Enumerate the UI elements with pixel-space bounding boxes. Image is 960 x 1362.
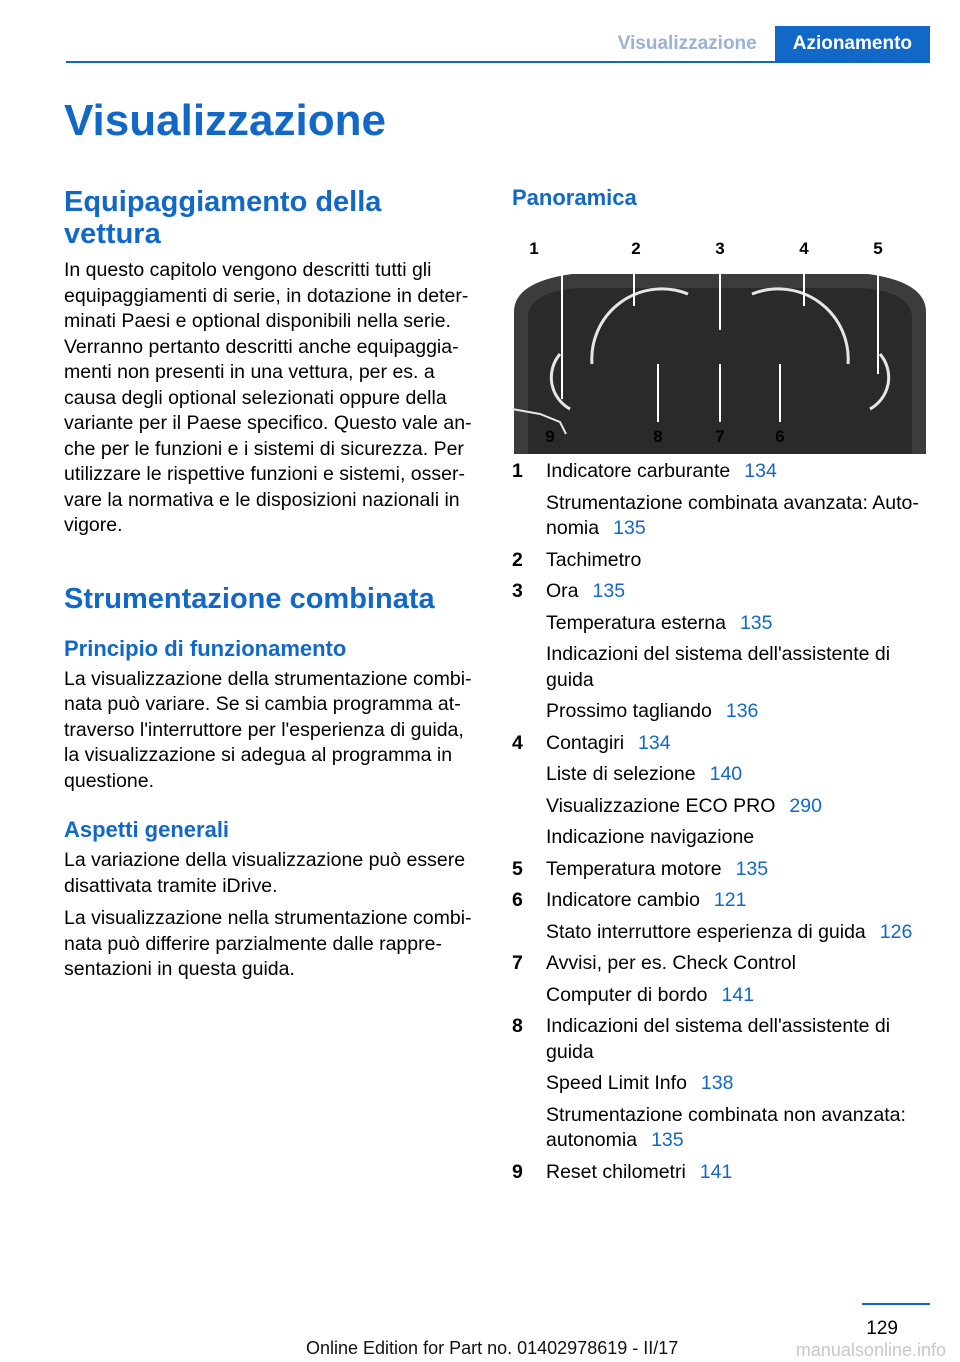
footer-divider — [862, 1303, 930, 1305]
callout-label: 1 — [529, 239, 539, 258]
legend-label: Indicatore carburante — [546, 460, 731, 482]
heading-aspetti: Aspetti generali — [64, 817, 230, 842]
legend-subitem — [546, 1103, 932, 1154]
legend-subitem-label: Visualizzazione ECO PRO — [546, 794, 776, 817]
legend-label: Contagiri — [546, 731, 625, 754]
legend-subitem — [546, 983, 932, 1009]
page-reference-link[interactable]: 126 — [879, 920, 913, 943]
top-navigation — [600, 26, 930, 62]
legend-row — [512, 951, 932, 977]
legend-subitem-label: Indicazioni del sistema dell'assistente di guida — [546, 643, 891, 691]
legend-text — [546, 731, 932, 757]
page-reference-link[interactable]: 141 — [699, 1160, 733, 1183]
legend-label: Indicatore cambio — [546, 889, 700, 911]
instrument-cluster-image — [512, 234, 928, 454]
legend-text — [546, 548, 932, 574]
legend-text — [546, 459, 932, 485]
legend-number: 9 — [512, 1160, 523, 1183]
legend-label: Avvisi, per es. Check Control — [546, 952, 796, 974]
legend-number: 1 — [512, 460, 523, 482]
legend-subitem — [546, 491, 932, 542]
legend-number: 8 — [512, 1015, 523, 1037]
callout-label: 8 — [653, 427, 663, 446]
legend-item — [512, 1014, 932, 1154]
legend-item — [512, 1160, 932, 1186]
legend-number: 3 — [512, 580, 523, 602]
legend-subitem-label: Strumentazione combinata avanzata: Auto-nomia — [546, 491, 919, 539]
paragraph-aspetti-1: La variazione della visualizzazione può essere disattivata tramite iDrive. — [64, 849, 466, 897]
legend-row — [512, 731, 932, 757]
legend-number: 7 — [512, 952, 523, 974]
legend-text — [546, 857, 932, 883]
legend-number: 5 — [512, 857, 523, 880]
callout-label: 3 — [715, 239, 725, 258]
legend-row — [512, 579, 932, 605]
page-reference-link[interactable]: 290 — [789, 794, 822, 817]
legend-subitem-label: Strumentazione combinata non avanzata: autonomia — [546, 1103, 906, 1151]
legend-subitem-label: Stato interruttore esperienza di guida — [546, 920, 866, 943]
legend-row — [512, 548, 932, 574]
legend-subitem — [546, 920, 932, 946]
paragraph-equipaggiamento: In questo capitolo vengono descritti tutti gli equipaggiamenti di serie, in dotazione in deter-minati Paesi e optional disponibili nella serie. Verranno pertanto descritti anche equipaggia-menti non presenti in una vettura, per es. a causa degli optional selezionati oppure della variante per il Paese specifico. Questo vale an-che per le funzioni e i sistemi di sicurezza. Per utilizzare le rispettive funzioni e sistemi, osser-vare la normativa e le disposizioni nazionali in vigore. — [64, 259, 472, 536]
legend-subitem — [546, 642, 932, 693]
legend-text — [546, 1014, 932, 1065]
legend-subitem — [546, 825, 932, 851]
legend-subitem-label: Computer di bordo — [546, 983, 708, 1006]
legend-number: 6 — [512, 889, 523, 911]
legend-item — [512, 857, 932, 883]
paragraph-principio: La visualizzazione della strumentazione combi-nata può variare. Se si cambia programma at-traverso l'interruttore per l'esperienza di guida, la visualizzazione si adegua al programma in questione. — [64, 667, 472, 792]
legend-subitem-label: Speed Limit Info — [546, 1072, 687, 1094]
callout-label: 7 — [715, 427, 725, 446]
page-reference-link[interactable]: 121 — [713, 889, 747, 911]
legend-row — [512, 459, 932, 485]
page-number: 129 — [866, 1318, 898, 1339]
legend-list — [512, 459, 932, 1185]
legend-subitem — [546, 1071, 932, 1097]
left-column — [64, 186, 478, 983]
legend-number: 2 — [512, 548, 523, 571]
callout-label: 2 — [631, 239, 641, 258]
legend-subitem-label: Temperatura esterna — [546, 611, 726, 634]
page-reference-link[interactable]: 135 — [592, 580, 626, 602]
legend-text — [546, 1160, 932, 1186]
legend-number: 4 — [512, 731, 523, 754]
page-reference-link[interactable]: 138 — [700, 1072, 734, 1094]
legend-item — [512, 459, 932, 542]
page-reference-link[interactable]: 135 — [613, 517, 646, 539]
page-reference-link[interactable]: 134 — [744, 460, 777, 482]
right-column — [512, 184, 932, 454]
legend-subitem — [546, 762, 932, 788]
page-reference-link[interactable]: 134 — [638, 731, 671, 754]
legend-label: Tachimetro — [546, 548, 642, 571]
heading-strumentazione: Strumentazione combinata — [64, 582, 435, 615]
page-title: Visualizzazione — [64, 96, 386, 145]
callout-label: 6 — [775, 427, 785, 446]
page-reference-link[interactable]: 135 — [735, 857, 769, 880]
legend-label: Reset chilometri — [546, 1160, 686, 1183]
legend-subitem-label: Liste di selezione — [546, 763, 696, 785]
legend-subitem-label: Indicazione navigazione — [546, 826, 755, 848]
page-reference-link[interactable]: 141 — [721, 983, 755, 1006]
header-divider — [66, 61, 930, 63]
heading-panoramica: Panoramica — [512, 185, 637, 210]
legend-item — [512, 579, 932, 725]
paragraph-aspetti-2: La visualizzazione nella strumentazione combi-nata può differire parzialmente dalle rappre-sentazioni in questa guida. — [64, 907, 472, 980]
legend-label: Ora — [546, 580, 579, 602]
edition-footer: Online Edition for Part no. 01402978619 - II/17 — [306, 1338, 679, 1358]
legend-text — [546, 888, 932, 914]
legend-row — [512, 1014, 932, 1065]
legend-label: Temperatura motore — [546, 857, 722, 880]
legend-text — [546, 579, 932, 605]
heading-principio: Principio di funzionamento — [64, 635, 347, 661]
legend-text — [546, 951, 932, 977]
page-reference-link[interactable]: 135 — [739, 611, 773, 634]
page-reference-link[interactable]: 135 — [651, 1129, 684, 1151]
watermark-text: manualsonline.info — [795, 1340, 946, 1360]
legend-subitem-label: Prossimo tagliando — [546, 700, 712, 722]
legend-label: Indicazioni del sistema dell'assistente di guida — [546, 1015, 891, 1063]
legend-row — [512, 888, 932, 914]
legend-row — [512, 1160, 932, 1186]
legend-subitem — [546, 699, 932, 725]
legend-item — [512, 888, 932, 945]
heading-equipaggiamento: Equipaggiamento della vettura — [64, 186, 382, 250]
legend-item — [512, 951, 932, 1008]
legend-subitem — [546, 611, 932, 637]
callout-label: 9 — [545, 427, 555, 446]
legend-item — [512, 548, 932, 574]
tab-visualizzazione[interactable]: Visualizzazione — [617, 33, 757, 54]
tab-azionamento[interactable]: Azionamento — [775, 26, 930, 62]
page-reference-link[interactable]: 140 — [709, 763, 743, 785]
legend-subitem — [546, 794, 932, 820]
legend-item — [512, 731, 932, 851]
legend-row — [512, 857, 932, 883]
callout-label: 4 — [799, 239, 809, 258]
callout-label: 5 — [873, 239, 883, 258]
page-reference-link[interactable]: 136 — [725, 700, 759, 722]
